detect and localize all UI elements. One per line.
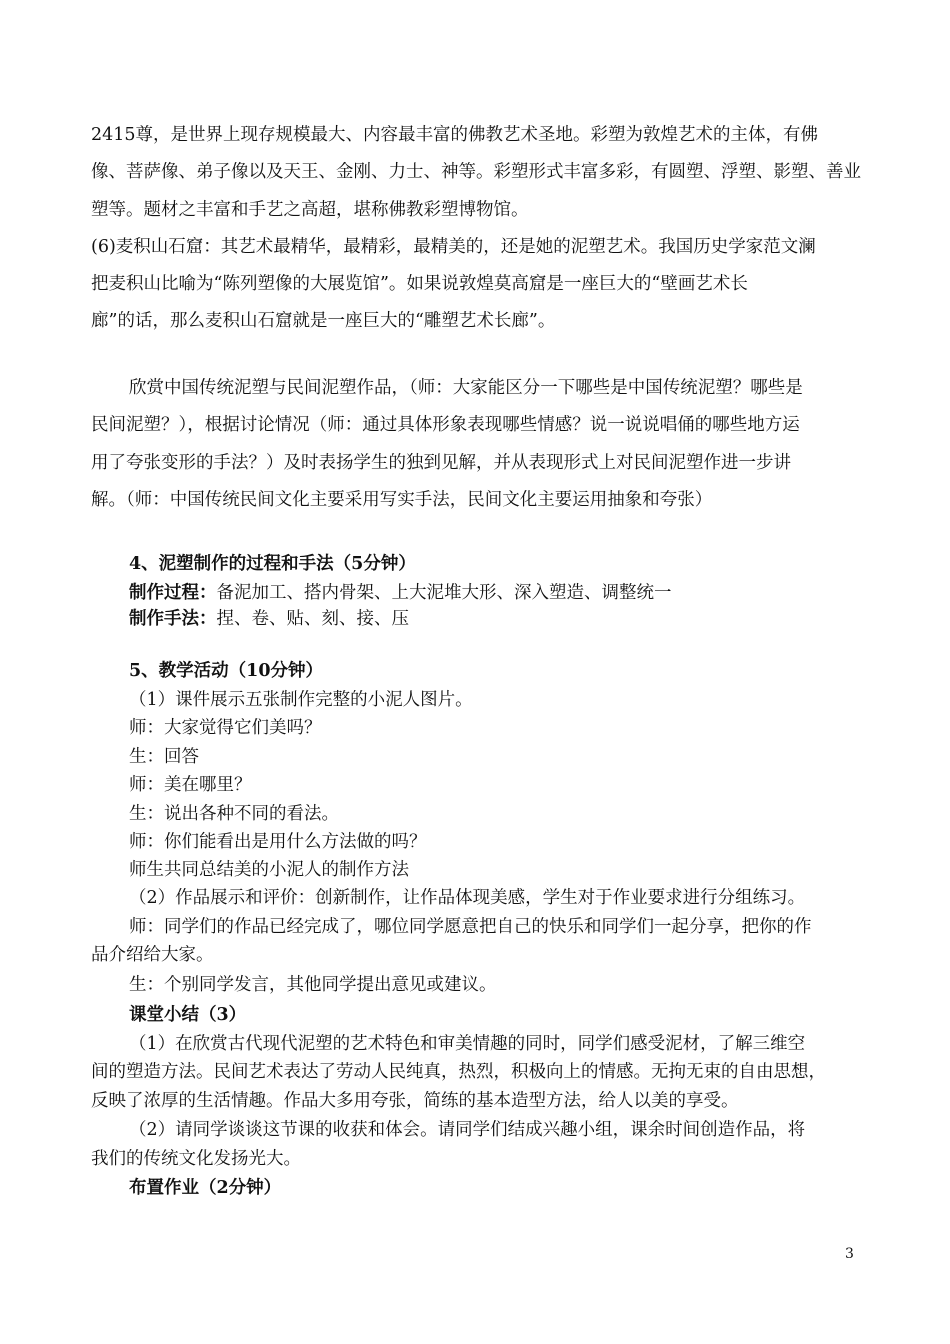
- summary-p2-line-2: 我们的传统文化发扬光大。: [91, 1149, 301, 1169]
- section5-line-2: 师：大家觉得它们美吗？: [129, 718, 322, 738]
- appreciate-line-4: 解。（师：中国传统民间文化主要采用写实手法，民间文化主要运用抽象和夸张）: [91, 490, 713, 510]
- section5-line-4: 师：美在哪里？: [129, 775, 252, 795]
- section5-line-1: （1）课件展示五张制作完整的小泥人图片。: [129, 690, 473, 710]
- summary-p2-line-1: （2）请同学谈谈这节课的收获和体会。请同学们结成兴趣小组，课余时间创造作品，将: [129, 1120, 806, 1140]
- homework-heading: 布置作业（2分钟）: [129, 1178, 282, 1198]
- section4-process: [129, 581, 871, 605]
- section5-line-10: 品介绍给大家。: [91, 945, 214, 965]
- appreciate-line-2: 民间泥塑？），根据讨论情况（师：通过具体形象表现哪些情感？说一说说唱俑的哪些地方运: [91, 415, 800, 435]
- summary-p1-line-3: 反映了浓厚的生活情趣。作品大多用夸张，简练的基本造型方法，给人以美的享受。: [91, 1091, 739, 1111]
- method-text: 捏、卷、贴、刻、接、压: [216, 609, 409, 629]
- mogao-line-1: 2415尊，是世界上现存规模最大、内容最丰富的佛教艺术圣地。彩塑为敦煌艺术的主体，有佛: [91, 125, 819, 145]
- section5-line-7: 师生共同总结美的小泥人的制作方法: [129, 860, 409, 880]
- maiji-line-3: 廊”的话，那么麦积山石窟就是一座巨大的“雕塑艺术长廊”。: [91, 311, 556, 331]
- maiji-line-2: 把麦积山比喻为“陈列塑像的大展览馆”。如果说敦煌莫高窟是一座巨大的“壁画艺术长: [91, 274, 748, 294]
- summary-heading: 课堂小结（3）: [129, 1005, 247, 1025]
- section5-line-11: 生：个别同学发言，其他同学提出意见或建议。: [129, 975, 497, 995]
- section5-line-3: 生：回答: [129, 747, 199, 767]
- summary-p1-line-2: 间的塑造方法。民间艺术表达了劳动人民纯真，热烈，积极向上的情感。无拘无束的自由思想，: [91, 1062, 826, 1082]
- section5-line-5: 生：说出各种不同的看法。: [129, 804, 339, 824]
- page-number: 3: [845, 1246, 854, 1262]
- section5-line-8: （2）作品展示和评价：创新制作，让作品体现美感，学生对于作业要求进行分组练习。: [129, 888, 806, 908]
- appreciate-line-1: 欣赏中国传统泥塑与民间泥塑作品，（师：大家能区分一下哪些是中国传统泥塑？哪些是: [129, 378, 803, 398]
- mogao-line-3: 塑等。题材之丰富和手艺之高超，堪称佛教彩塑博物馆。: [91, 200, 529, 220]
- section5-line-9: 师：同学们的作品已经完成了，哪位同学愿意把自己的快乐和同学们一起分享，把你的作: [129, 917, 812, 937]
- section4-heading: 4、泥塑制作的过程和手法（5分钟）: [129, 554, 416, 574]
- section5-line-6: 师：你们能看出是用什么方法做的吗？: [129, 832, 427, 852]
- section5-heading: 5、教学活动（10分钟）: [129, 661, 324, 681]
- appreciate-line-3: 用了夸张变形的手法？）及时表扬学生的独到见解，并从表现形式上对民间泥塑作进一步讲: [91, 453, 791, 473]
- process-text: 备泥加工、搭内骨架、上大泥堆大形、深入塑造、调整统一: [216, 583, 672, 603]
- process-label: 制作过程：: [129, 583, 217, 603]
- section4-method: [129, 607, 871, 631]
- maiji-line-1: (6)麦积山石窟：其艺术最精华，最精彩，最精美的，还是她的泥塑艺术。我国历史学家范文澜: [91, 237, 816, 257]
- summary-p1-line-1: （1）在欣赏古代现代泥塑的艺术特色和审美情趣的同时，同学们感受泥材，了解三维空: [129, 1034, 806, 1054]
- method-label: 制作手法：: [129, 609, 217, 629]
- mogao-line-2: 像、菩萨像、弟子像以及天王、金刚、力士、神等。彩塑形式丰富多彩，有圆塑、浮塑、影塑、善业: [91, 162, 861, 182]
